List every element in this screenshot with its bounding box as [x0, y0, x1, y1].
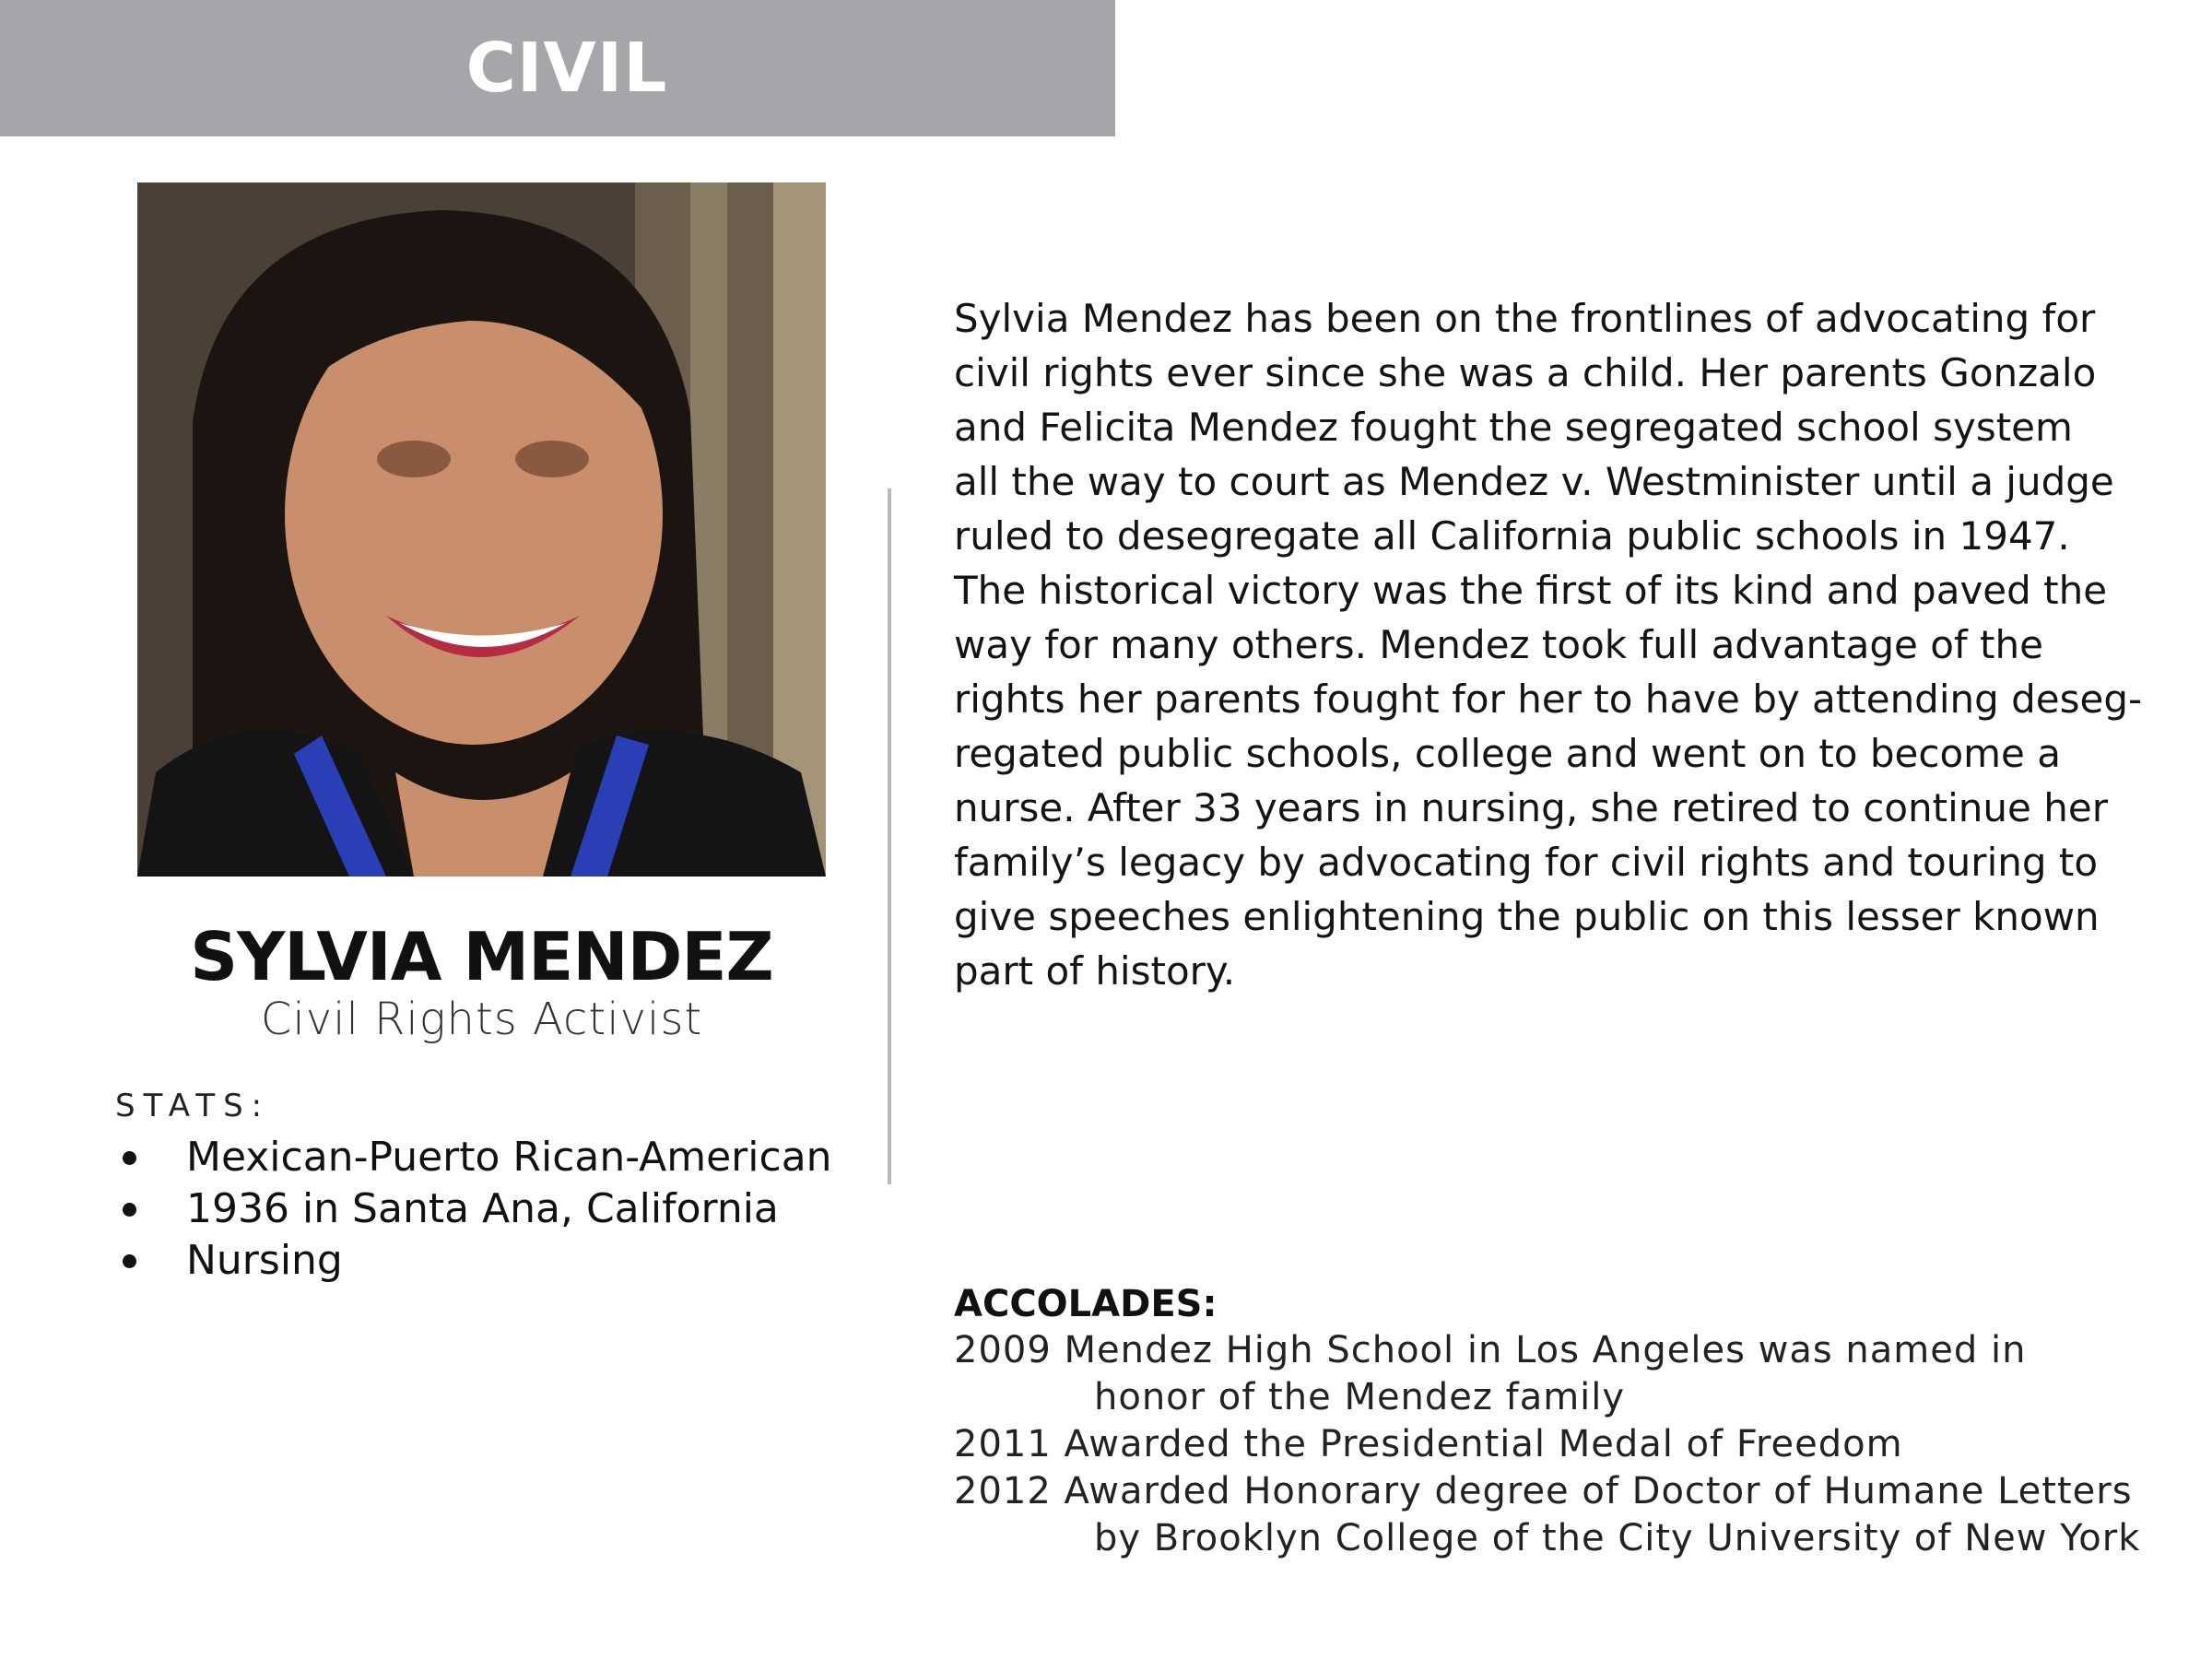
stats-item-text: 1936 in Santa Ana, California — [186, 1185, 779, 1232]
bio-line: and Felicita Mendez fought the segregated school system — [954, 405, 2073, 450]
stats-item-text: Mexican-Puerto Rican-American — [186, 1134, 832, 1181]
bio-line: rights her parents fought for her to have by attending deseg- — [954, 677, 2143, 722]
stats-item — [115, 1183, 832, 1235]
bio-line: regated public schools, college and went on to become a — [954, 731, 2061, 776]
accolades-heading: ACCOLADES: — [954, 1283, 1218, 1325]
accolade-continuation: honor of the Mendez family — [1094, 1376, 1626, 1418]
biography — [954, 291, 2143, 998]
stats-item — [115, 1132, 832, 1183]
bio-line: all the way to court as Mendez v. Westminister until a judge — [954, 459, 2114, 504]
person-name: SYLVIA MENDEZ — [190, 918, 773, 995]
stats-item-text: Nursing — [186, 1237, 343, 1284]
bio-line: nurse. After 33 years in nursing, she retired to continue her — [954, 785, 2108, 830]
accolade-item: 2012 Awarded Honorary degree of Doctor of Humane Letters — [954, 1470, 2133, 1512]
bio-line: give speeches enlightening the public on this lesser known — [954, 894, 2100, 939]
bio-line: family’s legacy by advocating for civil rights and touring to — [954, 840, 2099, 885]
bio-line: way for many others. Mendez took full advantage of the — [954, 622, 2043, 667]
bullet-icon — [123, 1203, 136, 1217]
portrait-photo — [137, 182, 826, 877]
bio-line: The historical victory was the first of its kind and paved the — [954, 568, 2108, 613]
vertical-divider — [888, 488, 891, 1184]
stats-list — [115, 1132, 832, 1287]
bio-line: Sylvia Mendez has been on the frontlines of advocating for — [954, 296, 2096, 341]
accolade-continuation: by Brooklyn College of the City University of New York — [1094, 1517, 2141, 1559]
accolade-item: 2011 Awarded the Presidential Medal of Freedom — [954, 1423, 1903, 1465]
bullet-icon — [123, 1254, 136, 1268]
bio-line: ruled to desegregate all California public schools in 1947. — [954, 513, 2070, 559]
stats-heading: STATS: — [115, 1088, 271, 1124]
stats-item — [115, 1235, 832, 1287]
bio-line: civil rights ever since she was a child. Her parents Gonzalo — [954, 350, 2097, 395]
accolades-list — [954, 1327, 2171, 1562]
person-role: Civil Rights Activist — [260, 994, 703, 1045]
bio-line: part of history. — [954, 948, 1236, 994]
accolade-item: 2009 Mendez High School in Los Angeles was named in — [954, 1329, 2027, 1371]
bullet-icon — [123, 1151, 136, 1165]
category-title: CIVIL — [465, 29, 668, 108]
